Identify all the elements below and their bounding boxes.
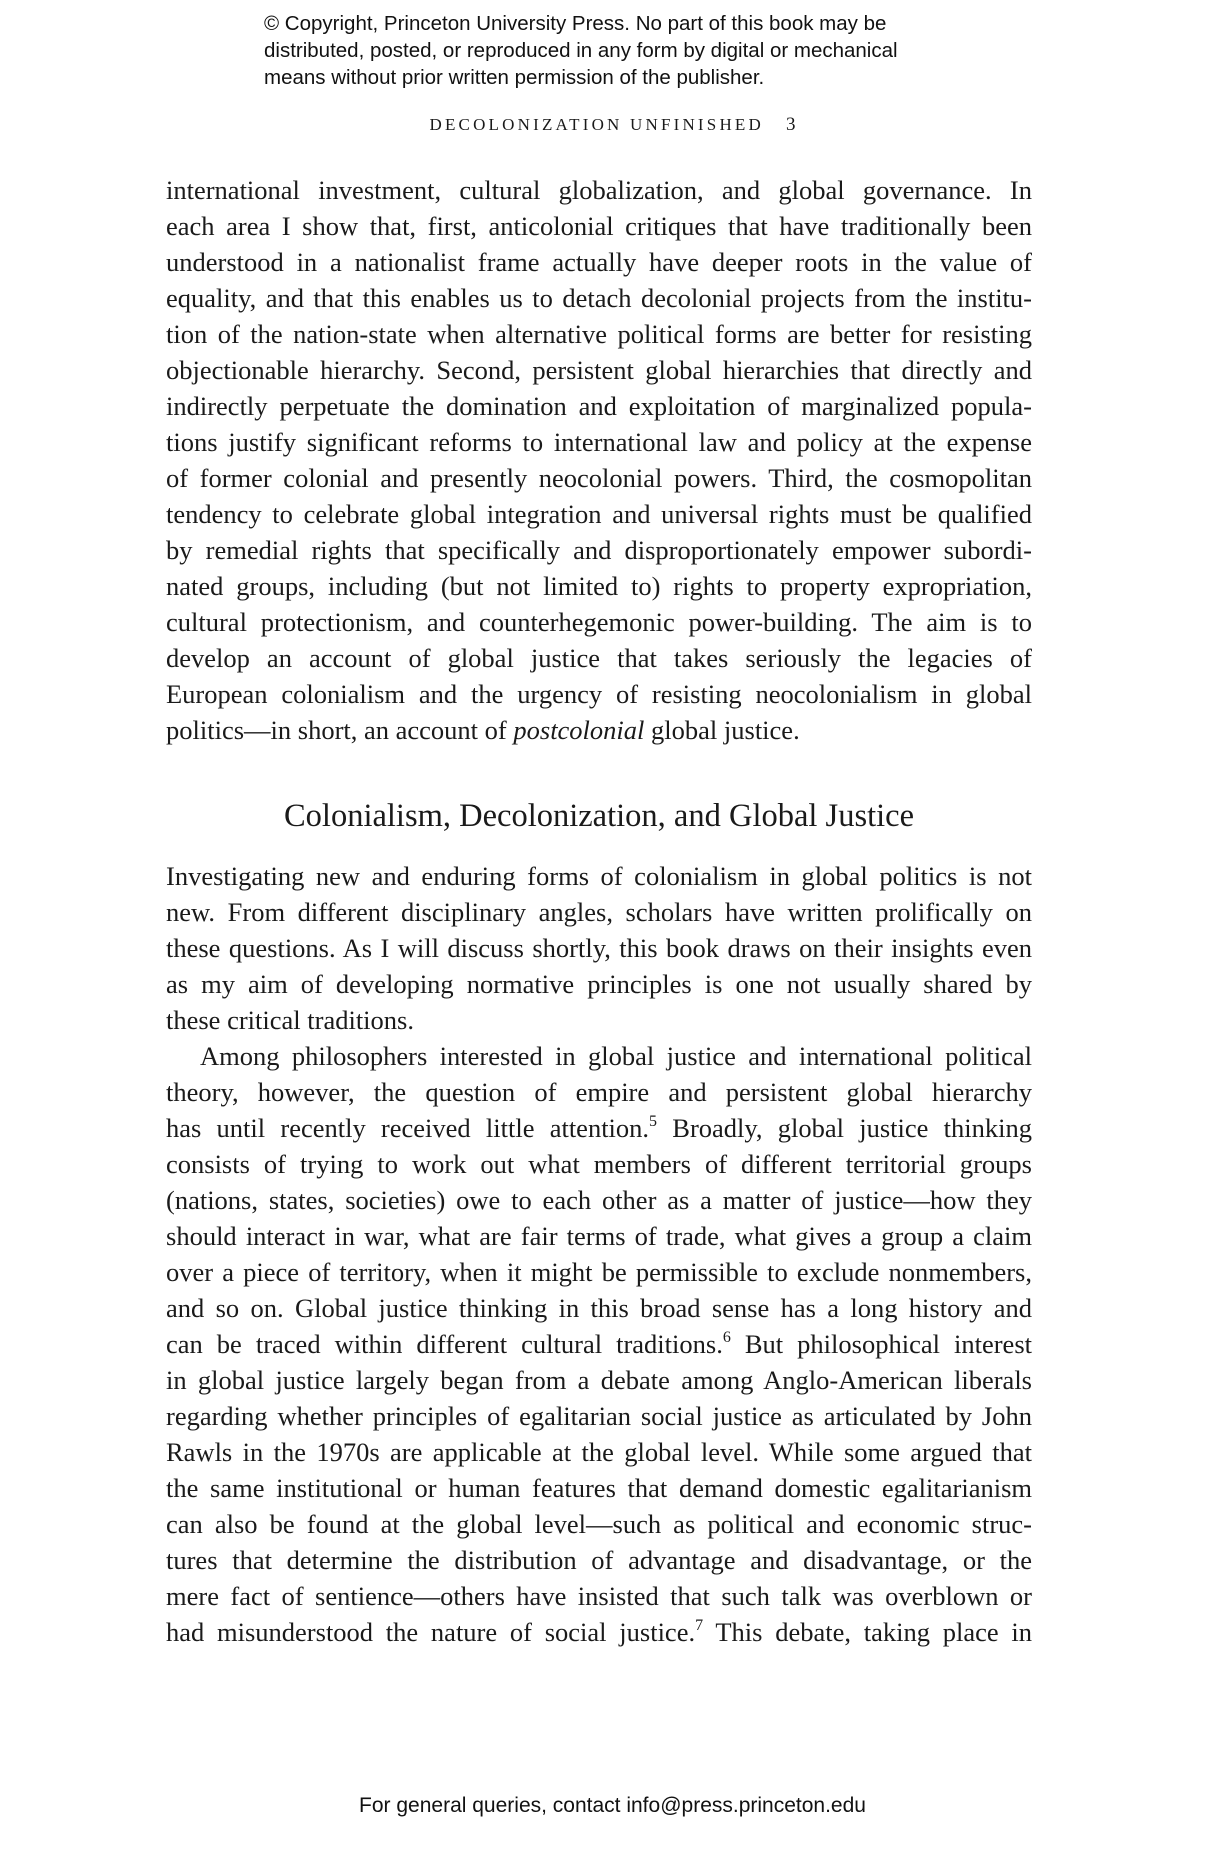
text-line: theory, however, the question of empire and persistent global hierarchy — [166, 1077, 1032, 1107]
text-line: as my aim of developing normative principles is one not usually shared by — [166, 969, 1032, 999]
text-line: can also be found at the global level—such as political and economic struc- — [166, 1509, 1032, 1539]
text-line: Rawls in the 1970s are applicable at the global level. While some argued that — [166, 1437, 1032, 1467]
text-line: tures that determine the distribution of advantage and disadvantage, or the — [166, 1545, 1032, 1575]
text-line: develop an account of global justice that takes seriously the legacies of — [166, 643, 1032, 673]
text-line: international investment, cultural globalization, and global governance. In — [166, 175, 1032, 205]
text-run: Broadly, global justice thinking — [657, 1113, 1032, 1143]
text-line: over a piece of territory, when it might be permissible to exclude nonmembers, — [166, 1257, 1032, 1287]
text-line — [166, 1110, 1032, 1146]
text-line: Investigating new and enduring forms of colonialism in global politics is not — [166, 861, 1032, 891]
text-line — [166, 712, 1032, 748]
copyright-line: distributed, posted, or reproduced in any form by digital or mechanical — [264, 39, 898, 62]
text-line: European colonialism and the urgency of resisting neocolonialism in global — [166, 679, 1032, 709]
text-line: understood in a nationalist frame actually have deeper roots in the value of — [166, 247, 1032, 277]
contact-footer: For general queries, contact info@press.princeton.edu — [359, 1794, 866, 1817]
text-run: politics—in short, an account of — [166, 715, 514, 745]
text-line: (nations, states, societies) owe to each other as a matter of justice—how they — [166, 1185, 1032, 1215]
text-line: the same institutional or human features that demand domestic egalitarianism — [166, 1473, 1032, 1503]
running-head — [0, 114, 1225, 136]
text-line: tendency to celebrate global integration and universal rights must be qualified — [166, 499, 1032, 529]
text-line: Among philosophers interested in global justice and international political — [200, 1041, 1032, 1071]
text-line: regarding whether principles of egalitarian social justice as articulated by John — [166, 1401, 1032, 1431]
paragraph-1 — [166, 172, 1032, 748]
text-line: indirectly perpetuate the domination and exploitation of marginalized popula- — [166, 391, 1032, 421]
text-line: tions justify significant reforms to international law and policy at the expense — [166, 427, 1032, 457]
section-heading: Colonialism, Decolonization, and Global Justice — [283, 798, 915, 834]
text-run: has until recently received little attention. — [166, 1113, 650, 1143]
text-run: This debate, taking place in — [703, 1617, 1032, 1647]
text-line: these questions. As I will discuss shortly, this book draws on their insights even — [166, 933, 1032, 963]
paragraph-2 — [166, 858, 1032, 1038]
text-line — [166, 1614, 1032, 1650]
text-line: tion of the nation-state when alternative political forms are better for resisting — [166, 319, 1032, 349]
text-line: new. From different disciplinary angles, scholars have written prolifically on — [166, 897, 1032, 927]
footnote-ref: 5 — [649, 1113, 658, 1130]
running-head-title: DECOLONIZATION UNFINISHED — [429, 115, 764, 134]
text-line: consists of trying to work out what members of different territorial groups — [166, 1149, 1032, 1179]
text-line: cultural protectionism, and counterhegemonic power-building. The aim is to — [166, 607, 1032, 637]
text-line: nated groups, including (but not limited to) rights to property expropriation, — [166, 571, 1032, 601]
text-line: each area I show that, first, anticolonial critiques that have traditionally been — [166, 211, 1032, 241]
text-line — [166, 1326, 1032, 1362]
text-line: these critical traditions. — [166, 1005, 414, 1035]
text-line: should interact in war, what are fair terms of trade, what gives a group a claim — [166, 1221, 1032, 1251]
text-line: mere fact of sentience—others have insisted that such talk was overblown or — [166, 1581, 1032, 1611]
text-line: equality, and that this enables us to detach decolonial projects from the institu- — [166, 283, 1032, 313]
footnote-ref: 7 — [695, 1617, 704, 1634]
page-number: 3 — [786, 114, 796, 135]
italic-term: postcolonial — [513, 715, 645, 745]
text-line: by remedial rights that specifically and disproportionately empower subordi- — [166, 535, 1032, 565]
copyright-notice — [264, 10, 1024, 91]
text-run: had misunderstood the nature of social justice. — [166, 1617, 696, 1647]
text-run: But philosophical interest — [730, 1329, 1032, 1359]
paragraph-3 — [166, 1038, 1032, 1650]
text-run: can be traced within different cultural traditions. — [166, 1329, 723, 1359]
footnote-ref: 6 — [722, 1329, 731, 1346]
copyright-line: © Copyright, Princeton University Press. No part of this book may be — [264, 12, 887, 35]
text-line: and so on. Global justice thinking in this broad sense has a long history and — [166, 1293, 1032, 1323]
text-line: in global justice largely began from a debate among Anglo-American liberals — [166, 1365, 1032, 1395]
text-run: global justice. — [644, 715, 800, 745]
text-line: of former colonial and presently neocolonial powers. Third, the cosmopolitan — [166, 463, 1032, 493]
copyright-line: means without prior written permission of the publisher. — [264, 66, 765, 89]
text-line: objectionable hierarchy. Second, persistent global hierarchies that directly and — [166, 355, 1032, 385]
